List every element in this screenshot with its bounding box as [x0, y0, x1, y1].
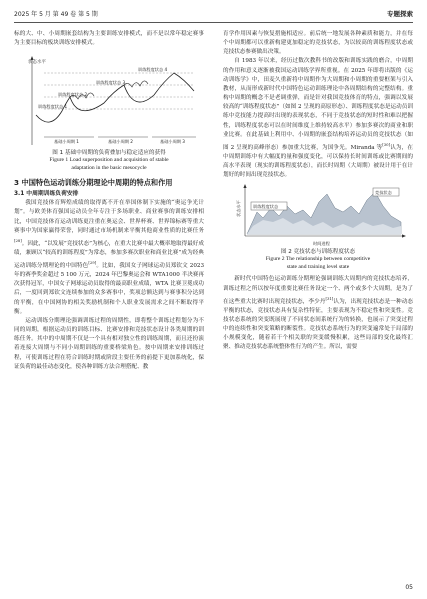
header-rule	[14, 22, 413, 23]
figure-1-level-label: 训练程度状态 2	[58, 92, 88, 98]
journal-issue: 2025 年 5 月 第 49 卷 第 5 期	[14, 11, 98, 18]
figure-2-ylabel: 状态水平	[236, 200, 241, 218]
figure-2-label-training: 训练程度状态	[253, 204, 279, 210]
left-column	[14, 30, 204, 372]
section-title: 3 中国特色运动训练分期理论中周期的特点和作用	[14, 178, 173, 188]
figure-2-plot	[223, 182, 413, 248]
citation: [29]	[88, 260, 97, 266]
paragraph-text: 。比如，我国女子网球运动员郑钦文 2023 年的赛季奖金超过 5 100 万元，2024 年巴黎奥运会和 WTA1000 半决赛再次获得冠军，中国女子网球运动员取得的最高职业成绩，WTA 比赛卫冕成功后，一度回到郑钦文连续参加的众多赛事中，奖项总额达到与赛事积分达到的平衡，在中国网协的相关奖励机制和个人职业发展需求之间不断取得平衡。	[14, 262, 204, 315]
figure-1-plot	[14, 51, 204, 149]
running-header	[14, 8, 413, 21]
paragraph	[223, 57, 413, 180]
figure-1-caption-en: Figure 1 Load superposition and acquisition of stable	[49, 157, 169, 164]
figure-1-level-label: 训练程度状态 4	[138, 67, 168, 73]
citation: [31]	[325, 295, 334, 301]
paragraph: 运动训练分期理论强调训练过程的周期性，即将整个训练过程划分为不同的周期，根据运动员的训练目标、比赛安排和竞技状态设计各类周期的训练任务。其中的中周期不仅是一个具有相对独立性的训练周期，而且还扮演着连接大周期与不同小周期训练的重要桥梁角色。按中周期来安排训练过程，可使训练过程在符合训练时期或阶段主要任务的前提下更加系统化，保证负荷的最佳动态变化，使各种训练方法合理搭配、教	[14, 317, 204, 370]
paragraph-text: 我国竞技体育辉煌成绩的取得离不开在举国体制下实施的“奥运争光计划”。与欧美体育强国运动员全年专注于多场职业、商业赛事的训练安排相比，中国竞技体育运动训练更注重在奥运会、世界杯赛、世界锦标赛等重大赛事中为国家赢得荣誉，同时通过市场机制来平衡其他商业性质的比赛任务	[14, 200, 204, 234]
paragraph	[14, 199, 204, 317]
figure-1-level-label: 训练程度状态 1	[38, 104, 68, 110]
figure-1-caption-zh: 图 1 基础中周期的负荷叠加与稳定适应的获得	[52, 150, 166, 157]
page-number: 05	[405, 584, 413, 591]
figure-1-cycle-label: 基础小周期 3	[160, 139, 185, 145]
right-column	[223, 30, 413, 352]
figure-1-level-label: 训练程度状态 3	[96, 80, 126, 86]
paragraph-text: 新时代中国特色运动训练分期理论强调训练大周期内的竞技状态培养，训练过程之所以按年度重要比赛任务设定一个、两个或多个大周期，是为了在这些重大比赛时出现竞技状态，李少丹	[223, 276, 413, 305]
citation: [28]	[14, 237, 22, 243]
figure-2-caption-zh: 图 2 竞技状态与训练程度状态	[280, 249, 356, 256]
citation: [30]	[382, 141, 391, 147]
paragraph: 标的大、中、小周期嵌套结构为主要训练安排模式，而不是以常年稳定赛事为主要目标的板块训练安排模式。	[14, 31, 204, 47]
paragraph-text: 认为，在中周期训练中有大幅度的量和强度变化，可以保持长时间训练或比赛期间的高水平表现（现实的训练程度状态），而长时周期（大周期）被设计用于在计划好的时间出现竞技状态。	[223, 144, 413, 179]
figure-1-ylabel: 状态水平	[28, 60, 46, 66]
paragraph	[223, 275, 413, 352]
figure-2-label-competitive: 竞技状态	[375, 190, 392, 196]
section-label: 专题探索	[387, 10, 413, 18]
figure-1-cycle-label: 基础小周期 2	[108, 139, 133, 145]
subsection-title: 3.1 中周期训练负荷安排	[14, 191, 79, 198]
figure-1-caption-en: adaptation in the basic mesocycle	[71, 164, 147, 171]
figure-2-caption-en: state and training level state	[286, 263, 350, 270]
paragraph-text: 。因此，“以发展”竞技状态”为核心，在重大比赛中最大概率地取得最好成绩，兼顾以“较高的训练程度”为常态，参加多赛次职业和商业比赛”成为经典运动训练分期理论的中国特色	[14, 240, 204, 269]
paragraph-text: 认为，出现竞技状态是一种动态平衡的状态，竞技状态具有复杂性特征，主要表现为不稳定性和突变性。竞技状态系统的突变既展现了不同状态间系统行为的转换，也展示了突变过程中的连续性和突变策略的断裂性。竞技状态系统行为的突变遍常处于局部的小规模变化，随着若干个相关联的突变缓慢积累，这些局部的变化最终汇聚、推动竞技状态系统整体性行为的产生。所以，需要	[223, 298, 413, 351]
figure-2-caption-en: Figure 2 The relationship between competitive	[265, 256, 371, 263]
figure-1	[14, 51, 204, 172]
paragraph-text: 自 1983 年以来，经历过数次教科书的改版和训练实践的磨合，中周期的作用和意义逐渐被我国运动训练学界所重视。在 2025 年即将出版的《运动训练学》中，田麦久重新将中周期作为大周期和小周期的重要框架与引入教材，从而形成新时代中国特色运动训练理论中各周期结构的完整结构。重构中周期的概念不是老调重弹，而是针对我国竞技体育的特点，强调以发展较高的“训练程度状态”（如图 2 呈现的高原形态）、训练程度状态是运动员训练中竞技能力提高时出现的表现状态，不同于竞技状态的短时性和难以把握性，训练程度状态可以在时间维度上维持较高水平）参加多赛次的商业和职业比赛。在此基础上利用中、小周期的嵌套结构培养运动员的竞技状态（如图 2 呈现的高峰形态）参加重大比赛，为国争光。Miranda 等	[223, 58, 413, 151]
paragraph: 育学作用因素与恢复措施相适应。前后统一地发展各种素质和能力，并在每个中周期都可以重新构建更加稳定的竞技状态，为以较高的训练程度状态或竞技状态参赛做出决策。	[223, 31, 413, 56]
figure-2-xlabel: 时间进程	[313, 241, 330, 247]
figure-1-cycle-label: 基础小周期 1	[54, 139, 79, 145]
figure-2	[223, 182, 413, 271]
